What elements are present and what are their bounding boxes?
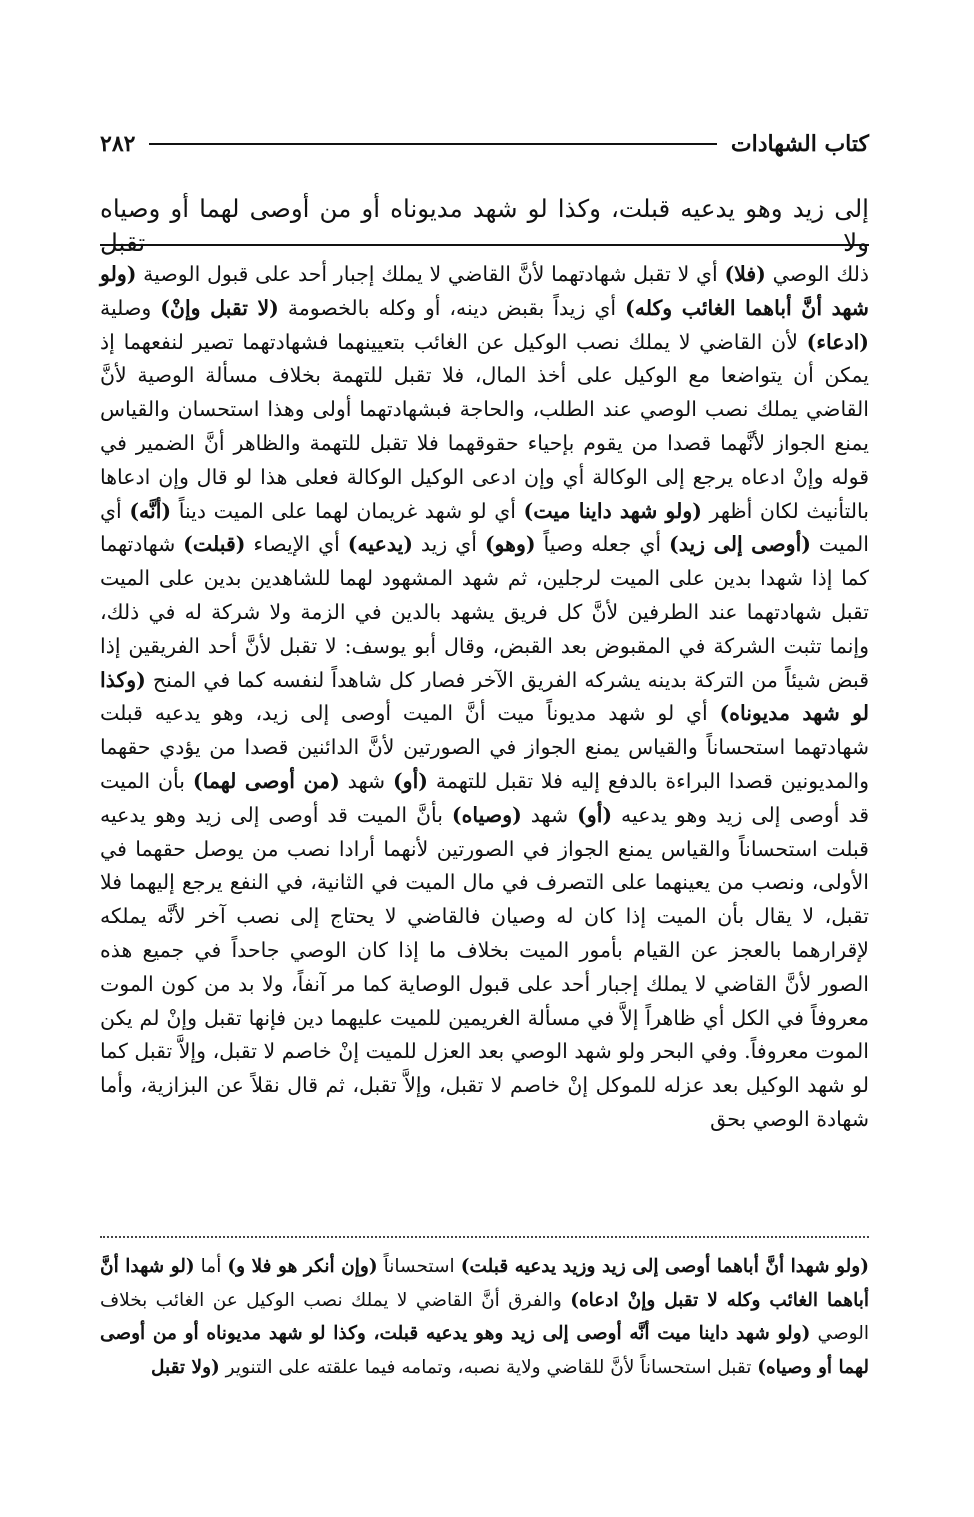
emphasized-phrase: (ولو شهد أنَّ أباهما الغائب وكله): [100, 262, 869, 320]
text-run: شهد: [521, 802, 578, 827]
text-run: أي لا تقبل شهادتهما لأنَّ القاضي لا يملك إجبار أحد على قبول الوصية: [136, 262, 725, 286]
text-run: أي الميت: [100, 498, 869, 557]
text-run: أي الإيصاء: [245, 532, 348, 557]
text-run: تقبل استحساناً لأنَّ للقاضي ولاية نصبه، وتمامه فيما علقته على التنوير: [219, 1356, 758, 1378]
emphasized-phrase: (ولو شهدا أنَّ أباهما أوصى إلى زيد وزيد يدعيه قبلت): [460, 1256, 869, 1277]
emphasized-phrase: (أو): [392, 768, 428, 793]
text-run: شهد: [339, 768, 393, 793]
text-run: أي زيد: [413, 532, 485, 557]
emphasized-phrase: (وصياه): [451, 802, 522, 827]
footnote-paragraph: [100, 1250, 869, 1384]
text-run: ذلك الوصي: [765, 262, 869, 286]
emphasized-phrase: (أو): [577, 802, 613, 827]
text-run: أي جعله وصياً: [535, 532, 670, 557]
emphasized-phrase: (وكذا لو شهد مديوناه): [100, 667, 869, 726]
text-run: بأنَّ الميت قد أوصى إلى زيد وهو يدعيه قبلت استحساناً والقياس يمنع الجواز في الصورتين لأنهما أرادا نصب من يوصل حقهما في الأولى، ونصب من يعينهما على التصرف في مال الميت في الثانية، في النفع يرجع إليهما فلا تقبل، لا يقال بأن الميت إذا كان له وصيان فالقاضي لا يحتاج إلى نصب آخر لأنَّه يملكه لإقرارهما بالعجز عن القيام بأمور الميت بخلاف ما إذا كان الوصي جاحداً في جميع هذه الصور لأنَّ القاضي لا يملك إجبار أحد على قبول الوصاية كما مر آنفاً، ولا بد من كون الموت معروفاً في الكل أي ظاهراً إلاَّ في مسألة الغريمين للميت عليهما دين فإنها تقبل وإنْ لم يكن الموت معروفاً. وفي البحر ولو شهد الوصي بعد العزل للميت إنْ خاصم لا تقبل، وإلاَّ تقبل كما لو شهد الوكيل بعد عزله للموكل إنْ خاصم لا تقبل، وإلاَّ تقبل، ثم قال نقلاً عن البزازية، وأما شهادة الوصي بحق: [100, 802, 869, 1131]
text-run: والفرق أنَّ القاضي لا يملك نصب الوكيل عن الغائب بخلاف الوصي: [100, 1289, 869, 1345]
text-run: أي زيداً بقبض دينه، أو وكله بالخصومة: [278, 295, 625, 320]
header-rule: [149, 143, 716, 145]
text-run: استحساناً: [377, 1256, 461, 1277]
text-run: أي لو شهد غريمان لهما على الميت ديناً: [171, 498, 524, 523]
footnote-divider: [100, 1236, 869, 1238]
page-number: ٢٨٢: [100, 131, 136, 157]
emphasized-phrase: (وإن أنكر هو فلا و): [227, 1256, 378, 1277]
emphasized-phrase: (قبلت): [183, 532, 246, 557]
text-run: أما: [194, 1256, 228, 1277]
emphasized-phrase: (فلا): [724, 262, 766, 286]
emphasized-phrase: (ادعاء): [806, 329, 869, 354]
emphasized-phrase: (من أوصى لهما): [192, 768, 340, 793]
emphasized-phrase: (لا تقبل وإنْ): [160, 295, 279, 320]
commentary-text: [100, 258, 869, 1137]
chapter-title: كتاب الشهادات: [730, 131, 869, 157]
text-run: شهادتهما كما إذا شهدا بدين على الميت لرجلين، ثم شهد المشهود لهما للشاهدين بدين على الميت تقبل شهادتهما عند الطرفين لأنَّ كل فريق يشهد بالدين في الزمة ولا شركة له في ذلك، وإنما تثبت الشركة في المقبوض بعد القبض، وقال أبو يوسف: لا تقبل لأنَّ أحد الفريقين إذا قبض شيئاً من التركة بدينه يشركه الفريق الآخر فصار كل شاهداً لنفسه كما في المنح: [100, 532, 869, 692]
commentary-paragraph: [100, 258, 869, 1137]
footnote-text: [100, 1250, 869, 1384]
text-run: لأن القاضي لا يملك نصب الوكيل عن الغائب بتعيينهما فشهادتهما تصير لنفعهما إذ يمكن أن يتواضعا مع الوكيل على أخذ المال، فلا تقبل للتهمة بخلاف مسألة الوصية لأنَّ القاضي يملك نصب الوصي عند الطلب، والحاجة فبشهادتهما أولى وهذا استحسان والقياس يمنع الجواز لأنَّهما قصدا من يقوم بإحياء حقوقهما فلا تقبل للتهمة والظاهر أنَّ الضمير في قوله وإنْ ادعاه يرجع إلى الوكالة أي وإن ادعى الوكيل الوكالة فعلى هذا لو قال وإن ادعاها بالتأنيث لكان أظهر: [100, 329, 869, 523]
emphasized-phrase: (أنَّه): [129, 498, 172, 523]
text-run: أي لو شهد مديوناً ميت أنَّ الميت أوصى إلى زيد، وهو يدعيه قبلت شهادتهما استحساناً والقياس يمنع الجواز في الصورتين لأنَّ الدائنين قصدا من يؤدي حقهما والمديونين قصدا البراءة بالدفع إليه فلا تقبل للتهمة: [100, 701, 869, 793]
emphasized-phrase: (لو شهدا أنَّ أباهما الغائب وكله لا تقبل وإنْ ادعاه): [100, 1256, 869, 1311]
emphasized-phrase: (وهو): [484, 532, 536, 557]
emphasized-phrase: (ولا تقبل: [150, 1356, 220, 1378]
emphasized-phrase: (ولو شهد داينا ميت أنَّه أوصى إلى زيد وهو يدعيه قبلت، وكذا لو شهد مديوناه أو من أوصى لهما أو وصياه): [100, 1323, 869, 1378]
main-text: إلى زيد وهو يدعيه قبلت، وكذا لو شهد مديوناه أو من أوصى لهما أو وصياه ولا تقبل: [100, 194, 869, 257]
text-run: وصلية: [100, 295, 161, 320]
text-run: بأن الميت قد أوصى إلى زيد وهو يدعيه: [100, 768, 869, 827]
main-text-divider: [100, 244, 869, 246]
emphasized-phrase: (أوصى إلى زيد): [669, 532, 811, 557]
emphasized-phrase: (يدعيه): [347, 532, 413, 557]
emphasized-phrase: (ولو شهد داينا ميت): [523, 498, 702, 523]
page-header: [100, 126, 869, 162]
